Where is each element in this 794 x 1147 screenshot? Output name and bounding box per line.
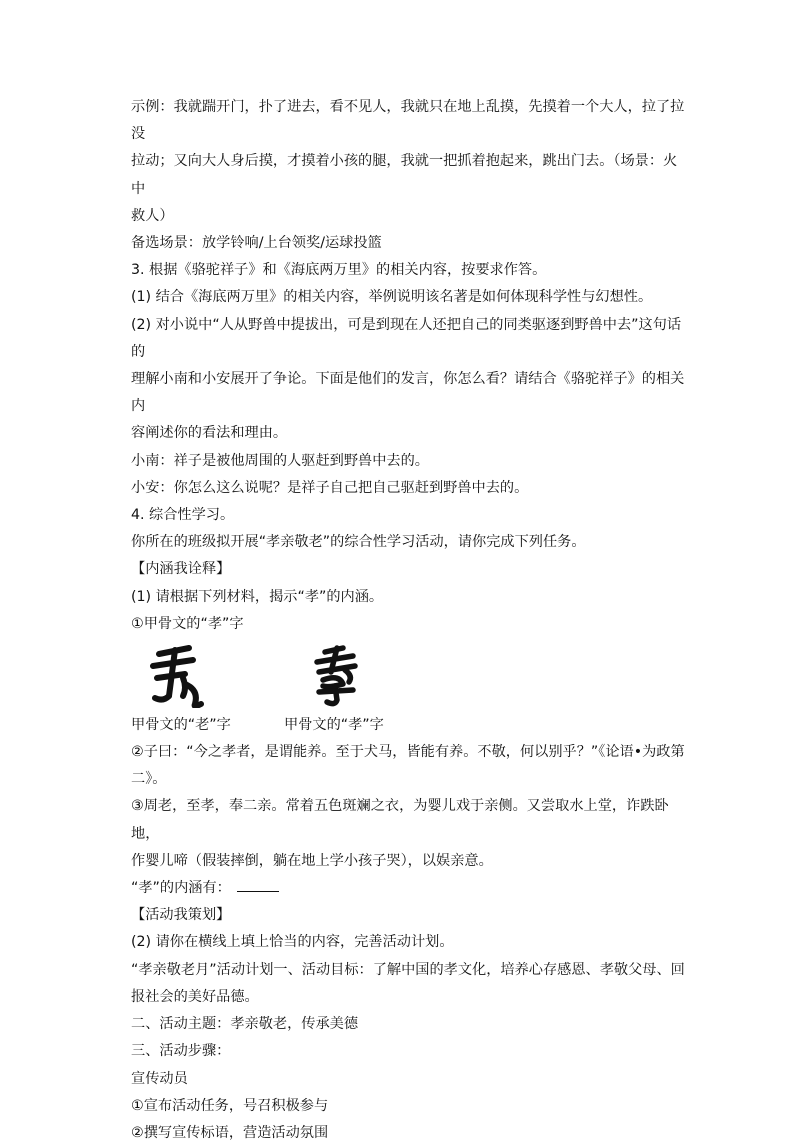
section-heading: 【内涵我诠释】	[131, 561, 231, 578]
section-heading: 【活动我策划】	[131, 907, 231, 924]
text-line: ①宣布活动任务，号召积极参与	[131, 1097, 329, 1114]
question-3-heading: 3. 根据《骆驼祥子》和《海底两万里》的相关内容，按要求作答。	[131, 262, 547, 279]
text-line: ②子曰：“今之孝者，是谓能养。至于犬马，皆能有养。不敬，何以别乎？”《论语•为政第	[131, 744, 685, 761]
text-line: 拉动；又向大人身后摸，才摸着小孩的腿，我就一把抓着抱起来，跳出门去。（场景：火中	[131, 153, 678, 197]
text-line: ③周老，至孝，奉二亲。常着五色斑斓之衣，为婴儿戏于亲侧。又尝取水上堂，诈跌卧地，	[131, 798, 669, 842]
caption-xiao: 甲骨文的“孝”字	[284, 717, 384, 734]
text-line: 作婴儿啼（假装摔倒，躺在地上学小孩子哭），以娱亲意。	[131, 852, 493, 869]
text-line: 二、活动主题：孝亲敬老，传承美德	[131, 1016, 359, 1033]
text-line: 二》。	[131, 771, 167, 788]
answer-blank[interactable]	[237, 876, 279, 892]
fill-in-line	[131, 875, 691, 902]
text-line: ①甲骨文的“孝”字	[131, 615, 244, 632]
text-line: (2) 对小说中“人从野兽中提拔出，可是到现在人还把自己的同类驱逐到野兽中去”这句话的	[131, 316, 682, 360]
text-line: “孝亲敬老月”活动计划一、活动目标：了解中国的孝文化，培养心存感恩、孝敬父母、回	[131, 961, 685, 978]
text-line: 容阐述你的看法和理由。	[131, 425, 288, 442]
figure-captions	[131, 712, 691, 739]
text-line: 备选场景：放学铃响/上台领奖/运球投篮	[131, 235, 382, 252]
text-line: 小安：你怎么这么说呢？是祥子自己把自己驱赶到野兽中去的。	[131, 479, 529, 496]
oracle-bone-xiao-glyph	[309, 644, 365, 708]
text-line: 报社会的美好品德。	[131, 988, 259, 1005]
text-line: 示例：我就踹开门，扑了进去，看不见人，我就只在地上乱摸，先摸着一个大人，拉了拉没	[131, 99, 685, 143]
text-line: 小南：祥子是被他周围的人驱赶到野兽中去的。	[131, 452, 429, 469]
document-body	[131, 94, 691, 1147]
text-line: ②撰写宣传标语，营造活动氛围	[131, 1124, 329, 1141]
text-line: 你所在的班级拟开展“孝亲敬老”的综合性学习活动，请你完成下列任务。	[131, 534, 586, 551]
fill-in-label: “孝”的内涵有：	[131, 880, 231, 897]
text-line: 三、活动步骤：	[131, 1043, 231, 1060]
text-line: (1) 请根据下列材料，揭示“孝”的内涵。	[131, 588, 384, 605]
text-line: 宣传动员	[131, 1070, 188, 1087]
caption-lao: 甲骨文的“老”字	[131, 717, 231, 734]
text-line: (1) 结合《海底两万里》的相关内容，举例说明该名著是如何体现科学性与幻想性。	[131, 289, 653, 306]
oracle-bone-figure	[131, 640, 691, 712]
text-line: (2) 请你在横线上填上恰当的内容，完善活动计划。	[131, 934, 454, 951]
oracle-bone-lao-glyph	[149, 644, 205, 708]
text-line: 理解小南和小安展开了争论。下面是他们的发言，你怎么看？请结合《骆驼祥子》的相关内	[131, 371, 685, 415]
text-line: 救人）	[131, 207, 174, 224]
question-4-heading: 4. 综合性学习。	[131, 507, 235, 524]
